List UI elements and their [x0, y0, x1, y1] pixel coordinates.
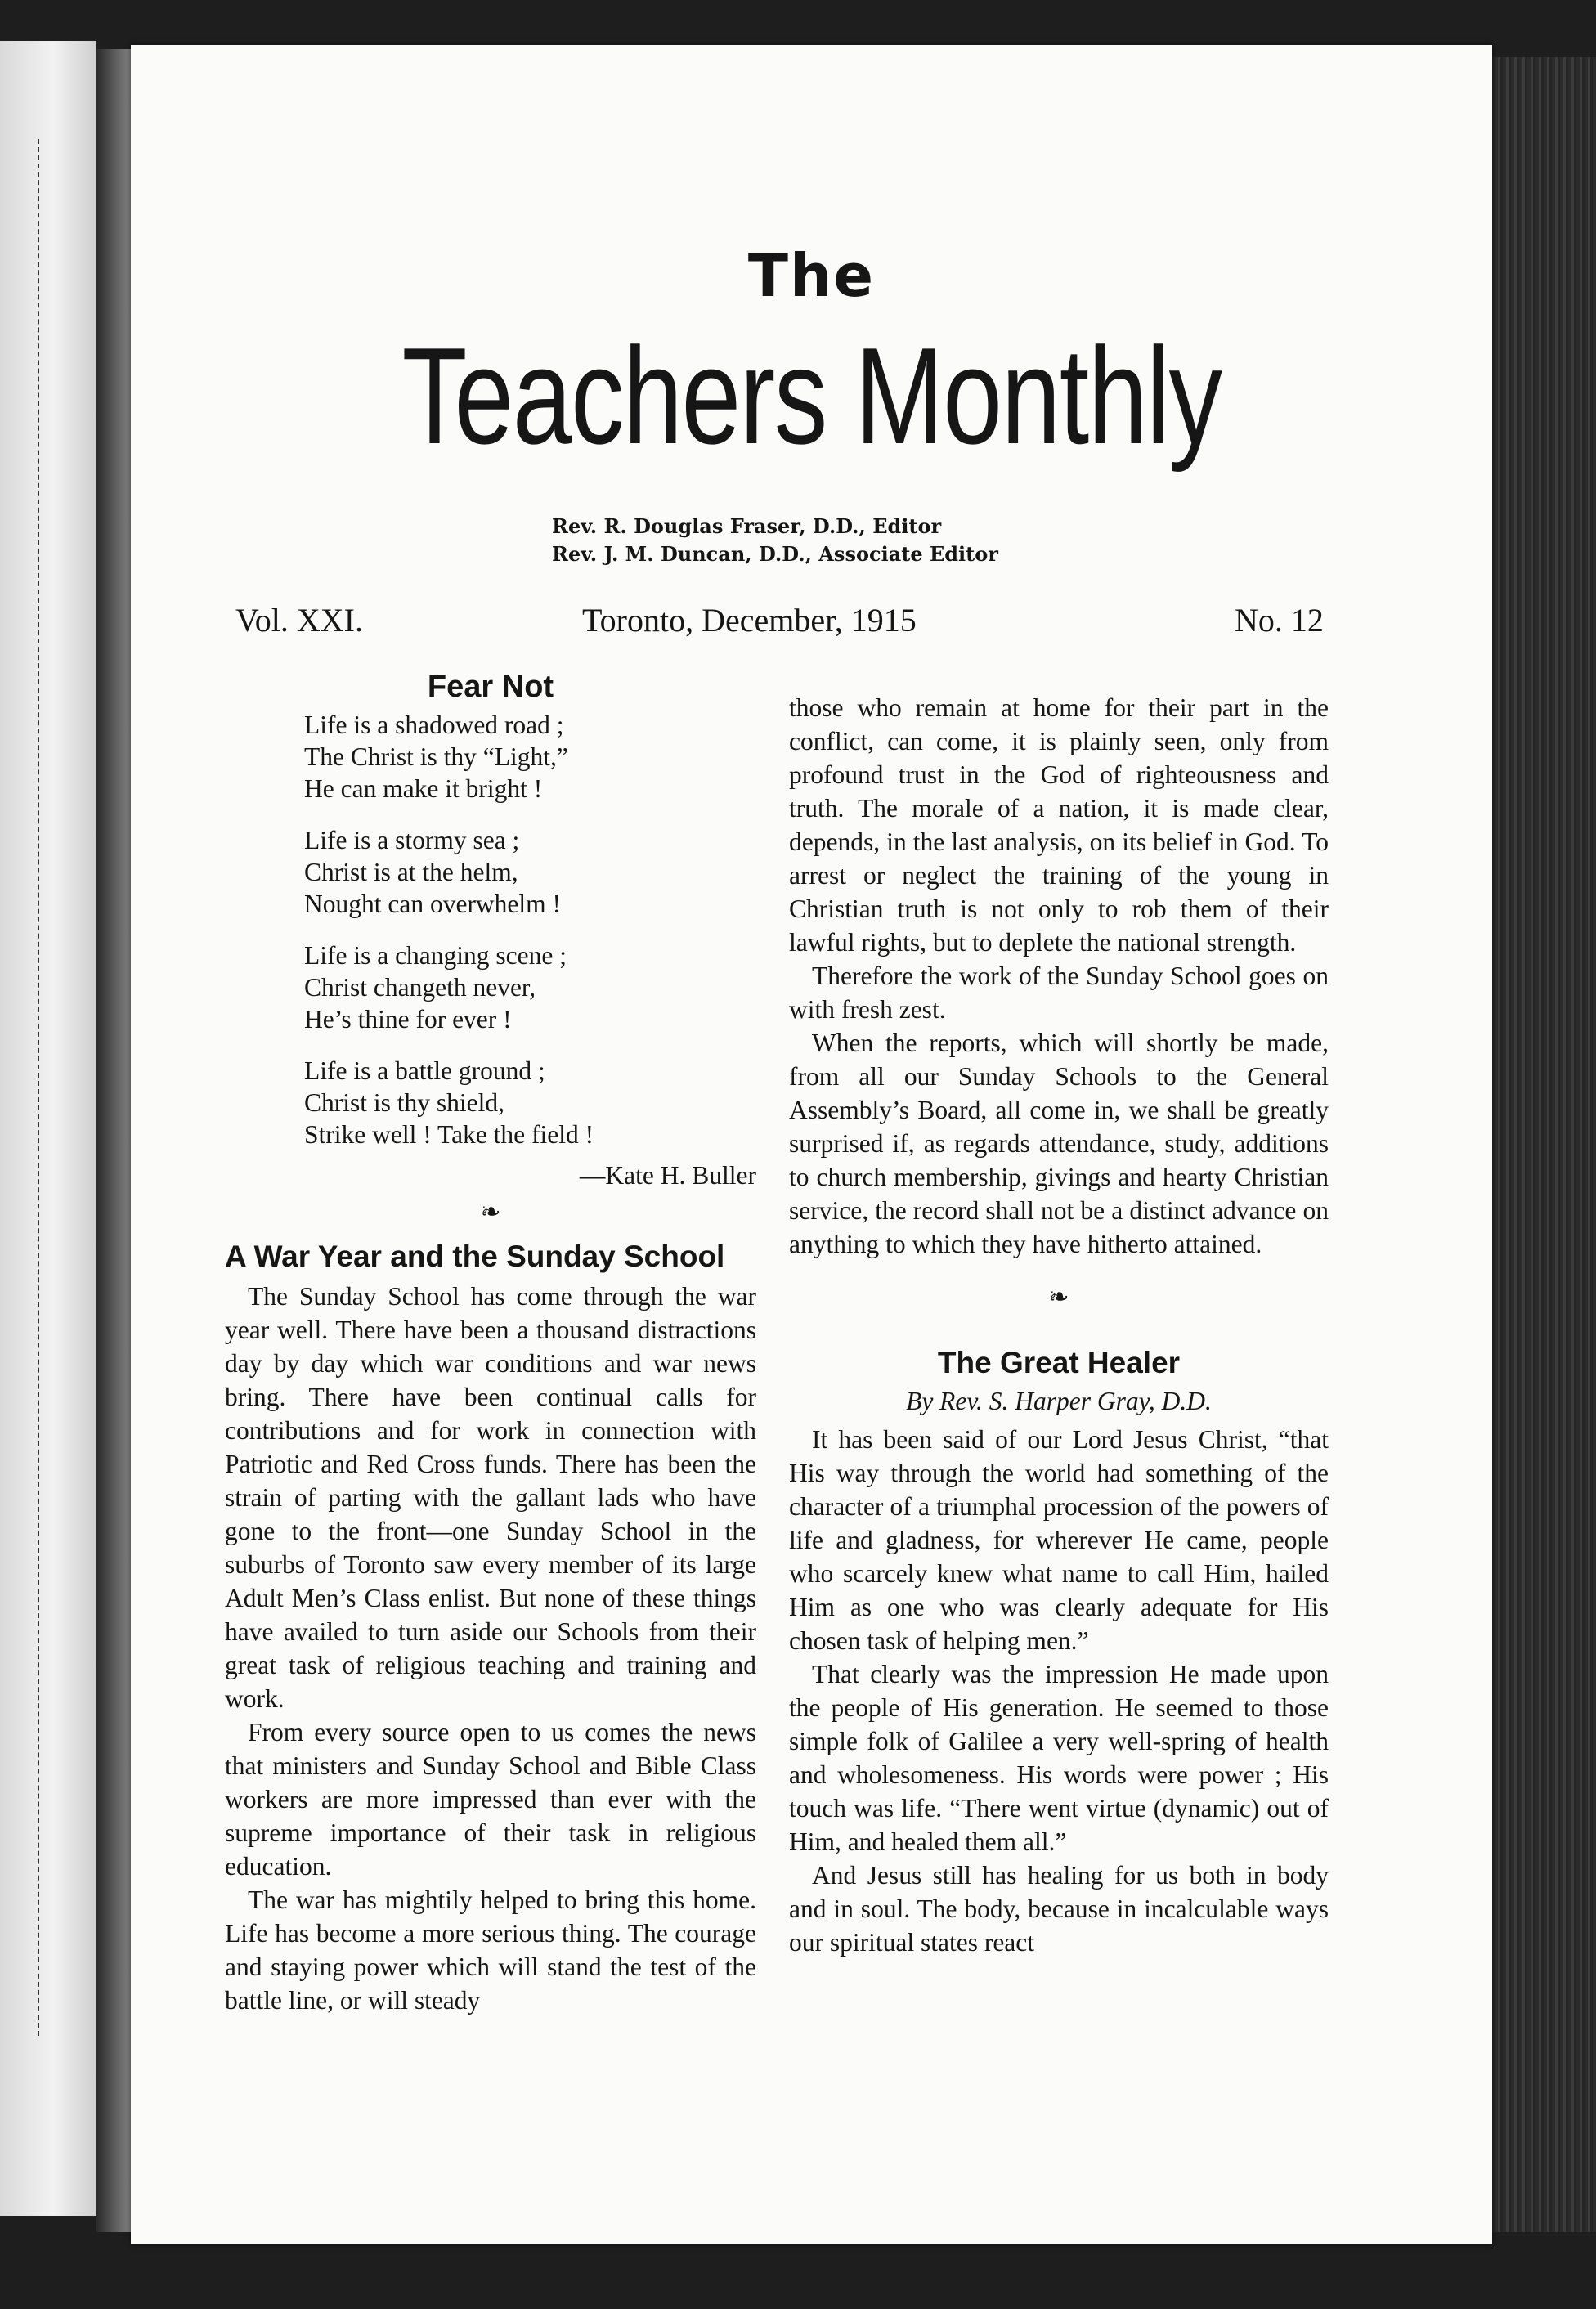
journal-page — [131, 45, 1492, 2244]
article-heading: The Great Healer — [937, 1346, 1181, 1379]
issue-number: No. 12 — [1235, 602, 1324, 639]
poem-line: Christ is thy shield, — [304, 1088, 505, 1117]
article-paragraph: That clearly was the impression He made upon the people of His generation. He seemed to those simple folk of Galilee a very well-spring of health and wholesomeness. His words were power ; His touch was life. “There went virtue (dynamic) out of Him, and healed them all.” — [789, 1660, 1329, 1856]
book-gutter — [96, 49, 136, 2232]
poem-line: Christ is at the helm, — [304, 858, 518, 886]
poem-line: He’s thine for ever ! — [304, 1005, 512, 1033]
poem-line: Christ changeth never, — [304, 973, 536, 1002]
editors-block — [552, 513, 998, 568]
fleuron-ornament: ❧ — [1048, 1284, 1069, 1311]
facing-page-edge — [0, 41, 96, 2216]
poem-stanza — [304, 1055, 756, 1150]
article-paragraph-continued: those who remain at home for their part in the conflict, can come, it is plainly seen, only from profound trust in the God of righteousness and truth. The morale of a nation, it is made clear, depends, in the last analysis, on its belief in God. To arrest or neglect the training of the young in Christian truth is not only to rob them of their lawful rights, but to deplete the national strength. — [789, 693, 1329, 957]
poem-line: Life is a changing scene ; — [304, 941, 567, 970]
article-paragraph: The Sunday School has come through the war year well. There have been a thousand distractions day by day which war conditions and war news bring. There have been continual calls for contributions and for work in connection with Patriotic and Red Cross funds. There has been the strain of parting with the gallant lads who have gone to the front—one Sunday School in the suburbs of Toronto saw every member of its large Adult Men’s Class enlist. But none of these things have availed to turn aside our Schools from their great task of religious teaching and training and work. — [225, 1282, 756, 1713]
right-column — [789, 691, 1329, 1959]
poem-line: Life is a shadowed road ; — [304, 711, 564, 739]
article-byline: By Rev. S. Harper Gray, D.D. — [906, 1387, 1212, 1415]
poem-stanza — [304, 709, 756, 805]
dateline: Toronto, December, 1915 — [582, 602, 917, 639]
facing-page-rule — [38, 139, 41, 2036]
article-paragraph: When the reports, which will shortly be made, from all our Sunday Schools to the General Assembly’s Board, all come in, we shall be greatly surprised if, as regards attendance, study, additions to church membership, givings and hearty Christian service, the record shall not be a distinct advance on anything to which they have hitherto attained. — [789, 1029, 1329, 1258]
volume-number: Vol. XXI. — [235, 602, 363, 639]
article-paragraph: From every source open to us comes the news that ministers and Sunday School and Bible Class workers are more impressed than ever with the supreme importance of their task in religious education. — [225, 1718, 756, 1881]
article-paragraph: And Jesus still has healing for us both in body and in soul. The body, because in incalculable ways our spiritual states react — [789, 1861, 1329, 1957]
poem-stanza — [304, 939, 756, 1035]
article-paragraph: Therefore the work of the Sunday School goes on with fresh zest. — [789, 962, 1329, 1024]
fleuron-ornament: ❧ — [480, 1199, 501, 1226]
article-paragraph: The war has mightily helped to bring this home. Life has become a more serious thing. The courage and staying power which will stand the test of the battle line, or will steady — [225, 1885, 756, 2015]
editor-line: Rev. R. Douglas Fraser, D.D., Editor — [552, 514, 942, 538]
poem-line: The Christ is thy “Light,” — [304, 742, 568, 771]
associate-editor-line: Rev. J. M. Duncan, D.D., Associate Editor — [552, 542, 998, 566]
poem-title: Fear Not — [427, 670, 554, 704]
poem-line: Life is a stormy sea ; — [304, 826, 520, 854]
poem-line: He can make it bright ! — [304, 774, 543, 803]
page-stack-edge — [1486, 57, 1596, 2232]
masthead-title: Teachers Monthly — [401, 319, 1222, 473]
left-column — [225, 670, 756, 2017]
masthead-the: The — [747, 241, 876, 310]
poem-line: Strike well ! Take the field ! — [304, 1120, 594, 1149]
poem-stanza — [304, 824, 756, 920]
article-paragraph: It has been said of our Lord Jesus Christ, “that His way through the world had something of the character of a triumphal procession of the powers of life and gladness, for wherever He came, people who scarcely knew what name to call Him, hailed Him as one who was clearly adequate for His chosen task of helping men.” — [789, 1425, 1329, 1655]
article-heading: A War Year and the Sunday School — [225, 1240, 725, 1273]
poem-line: Nought can overwhelm ! — [304, 890, 562, 918]
poem-line: Life is a battle ground ; — [304, 1056, 545, 1085]
poem-attribution: —Kate H. Buller — [579, 1161, 756, 1190]
